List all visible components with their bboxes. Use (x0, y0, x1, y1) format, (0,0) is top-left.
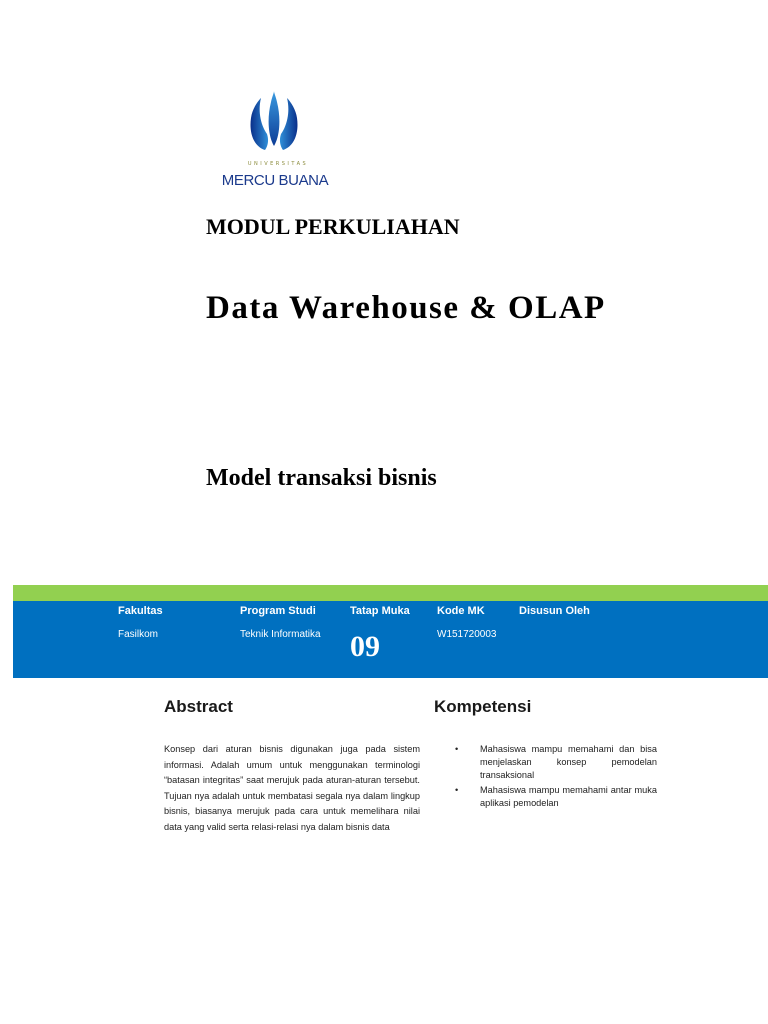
header-disusun-oleh: Disusun Oleh (519, 605, 590, 617)
value-program-studi: Teknik Informatika (240, 629, 321, 640)
logo-university-name: MERCU BUANA (221, 172, 329, 189)
abstract-text: Konsep dari aturan bisnis digunakan juga pada sistem informasi. Adalah umum untuk menggunakan terminologi “batasan integritas” saat merujuk pada aturan-aturan tersebut. Tujuan nya adalah untuk membatasi segala nya dalam lingkup bisnis, biasanya merujuk pada cara untuk memelihara nilai data yang valid serta relasi-relasi nya dalam bisnis data (164, 744, 420, 832)
header-fakultas: Fakultas (118, 605, 163, 617)
kompetensi-list (455, 743, 657, 812)
university-logo (205, 88, 343, 192)
abstract-heading: Abstract (164, 697, 233, 716)
kompetensi-item-text: Mahasiswa mampu memahami antar muka aplikasi pemodelan (480, 785, 657, 808)
module-subtitle: Model transaksi bisnis (206, 465, 437, 491)
list-item (455, 743, 657, 782)
module-label: MODUL PERKULIAHAN (206, 214, 460, 239)
kompetensi-item-text: Mahasiswa mampu memahami dan bisa menjelaskan konsep pemodelan transaksional (480, 744, 657, 780)
bullet-icon: • (455, 744, 459, 754)
value-tatap-muka: 09 (350, 630, 380, 663)
list-item (455, 784, 657, 810)
flame-emblem-icon (205, 88, 343, 160)
header-program-studi: Program Studi (240, 605, 316, 617)
logo-universitas-text: UNIVERSITAS (247, 161, 309, 167)
bullet-icon: • (455, 785, 459, 795)
kompetensi-heading: Kompetensi (434, 697, 532, 716)
header-tatap-muka: Tatap Muka (350, 605, 410, 617)
green-accent-bar (13, 585, 768, 601)
course-title: Data Warehouse & OLAP (206, 290, 606, 326)
header-kode-mk: Kode MK (437, 605, 485, 617)
value-kode-mk: W151720003 (437, 629, 497, 640)
value-fakultas: Fasilkom (118, 629, 159, 640)
